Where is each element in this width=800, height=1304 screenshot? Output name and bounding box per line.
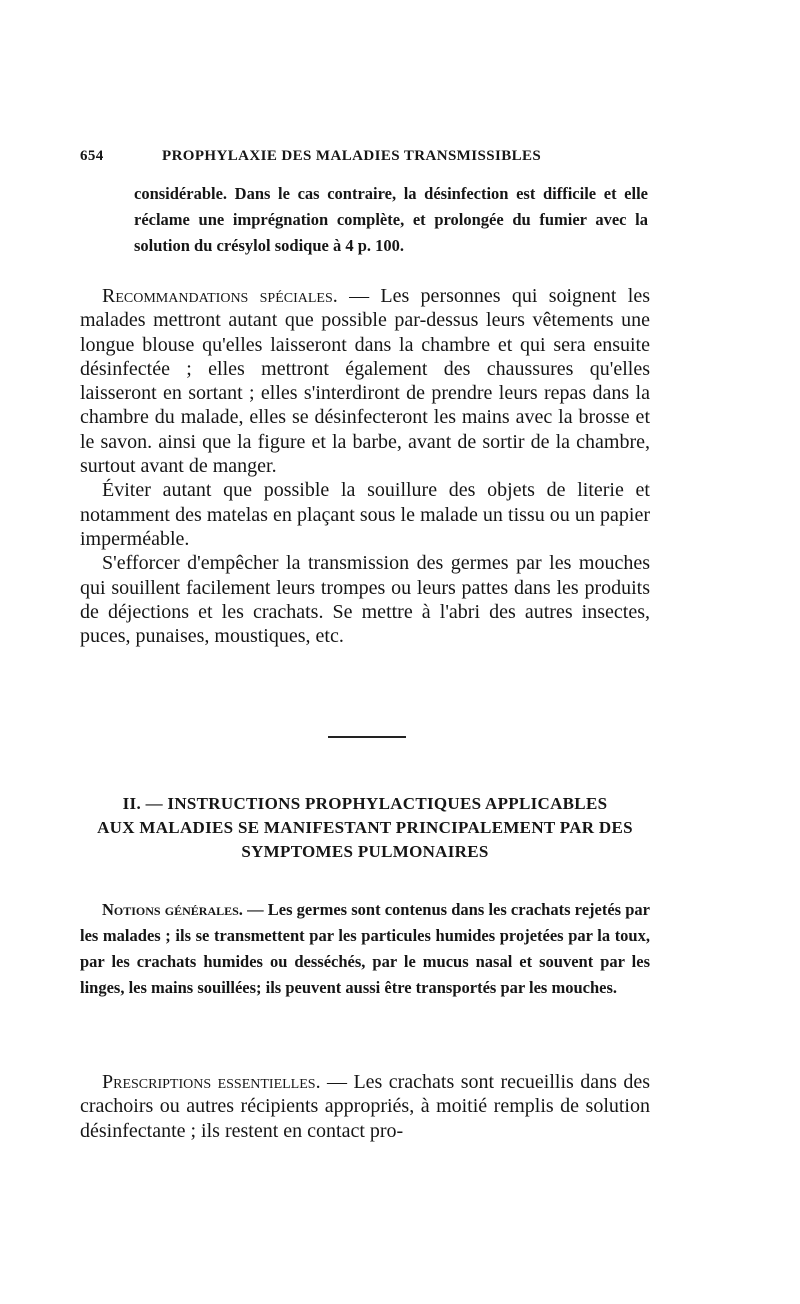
section-title <box>60 792 670 864</box>
notions-text: — Les germes sont contenus dans les crachats rejetés par les malades ; ils se transmettent par les particules humides projetées par la toux, par les crachats humides ou desséchés, par le mucus nasal et souvent par les linges, les mains souillées; ils peuvent aussi être transportés par les mouches. <box>80 900 650 997</box>
page-number: 654 <box>80 148 104 164</box>
notions-paragraph <box>80 897 650 1001</box>
notions-heading: Notions générales. <box>102 900 243 919</box>
section-title-line-2: AUX MALADIES SE MANIFESTANT PRINCIPALEMENT PAR DES <box>97 818 633 837</box>
continuation-text: considérable. Dans le cas contraire, la désinfection est difficile et elle réclame une imprégnation complète, et prolongée du fumier avec la solution du crésylol sodique à 4 p. 100. <box>134 184 648 255</box>
section-title-line-1: II. — INSTRUCTIONS PROPHYLACTIQUES APPLICABLES <box>122 794 608 813</box>
prescriptions-paragraph <box>80 1070 650 1143</box>
prescriptions-heading: Prescriptions essentielles. <box>102 1071 321 1093</box>
continuation-paragraph <box>134 181 648 259</box>
prescriptions-section <box>80 1070 650 1143</box>
recommandations-paragraph-1 <box>80 284 650 478</box>
recommandations-text-1: — Les personnes qui soignent les malades mettront autant que possible par-dessus leurs vêtements une longue blouse qu'elles laisseront dans la chambre et qui sera ensuite désinfectée ; elles mettront également des chaussures qu'elles laisseront en sortant ; elles s'interdiront de prendre leurs repas dans la chambre du malade, elles se désinfecteront les mains avec la brosse et le savon. ainsi que la figure et la barbe, avant de sortir de la chambre, surtout avant de manger. <box>80 285 650 478</box>
running-title: PROPHYLAXIE DES MALADIES TRANSMISSIBLES <box>162 148 542 164</box>
section-divider <box>328 736 406 738</box>
prescriptions-text: — Les crachats sont recueillis dans des crachoirs ou autres récipients appropriés, à moitié remplis de solution désinfectante ; ils restent en contact pro- <box>80 1071 650 1142</box>
notions-section <box>80 897 650 1001</box>
recommandations-heading: Recommandations spéciales. <box>102 285 338 307</box>
recommandations-paragraph-2: Éviter autant que possible la souillure des objets de literie et notamment des matelas en plaçant sous le malade un tissu ou un papier imperméable. <box>80 479 650 550</box>
recommandations-paragraph-3: S'efforcer d'empêcher la transmission des germes par les mouches qui souillent facilement leurs trompes ou leurs pattes dans les produits de déjections et les crachats. Se mettre à l'abri des autres insectes, puces, punaises, moustiques, etc. <box>80 552 650 648</box>
recommandations-section <box>80 284 650 648</box>
section-title-line-3: SYMPTOMES PULMONAIRES <box>241 842 489 861</box>
